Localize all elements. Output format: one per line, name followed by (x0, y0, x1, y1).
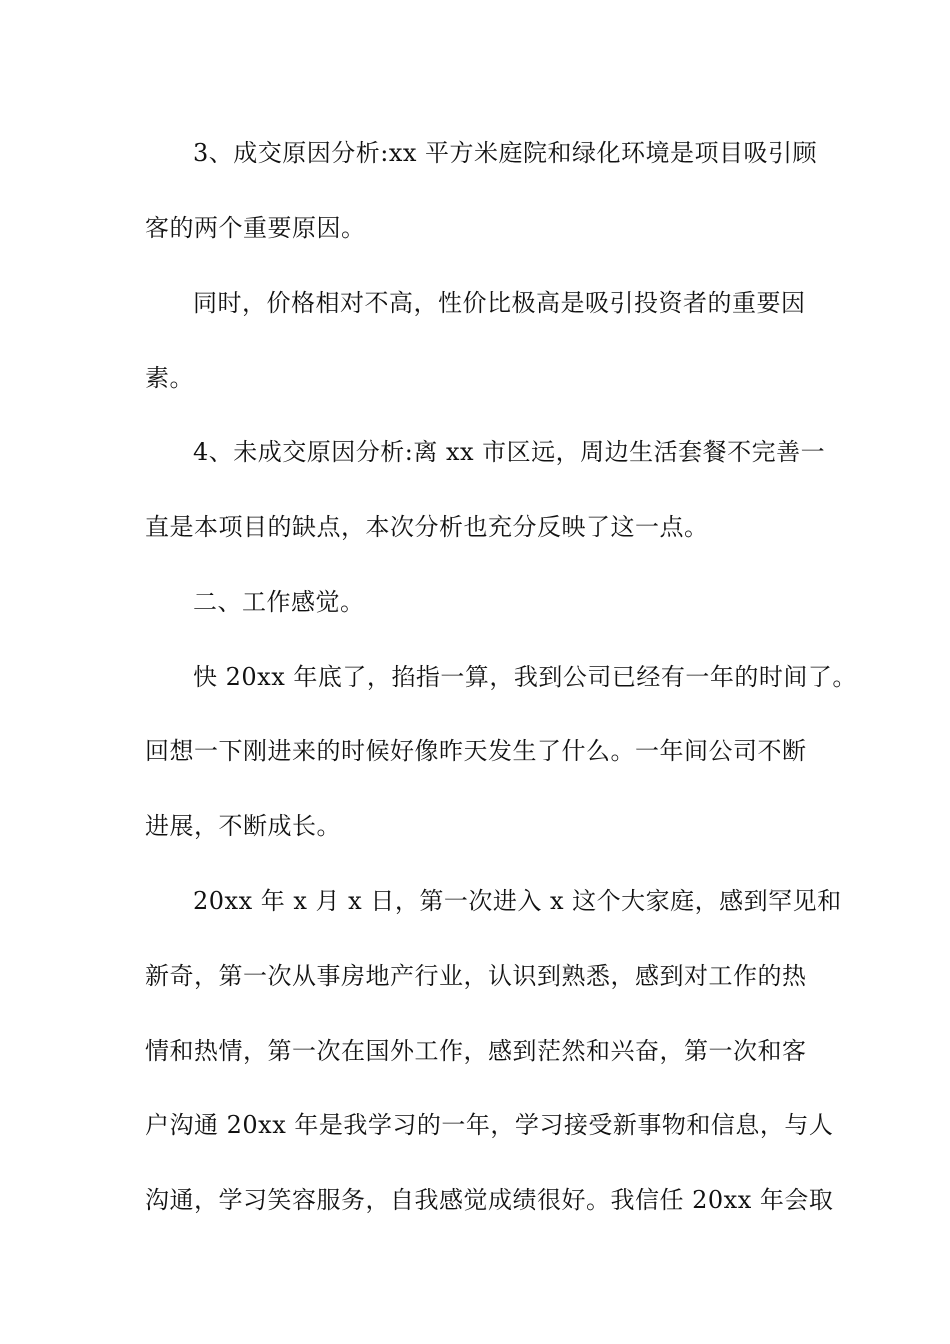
paragraph-line: 素。 (145, 364, 194, 392)
paragraph-line: 同时，价格相对不高，性价比极高是吸引投资者的重要因 (193, 289, 806, 317)
paragraph-line: 直是本项目的缺点，本次分析也充分反映了这一点。 (145, 513, 709, 541)
paragraph-line: 快 20xx 年底了，掐指一算，我到公司已经有一年的时间了。 (193, 663, 857, 691)
section-heading: 二、工作感觉。 (193, 588, 365, 616)
paragraph-line: 新奇，第一次从事房地产行业，认识到熟悉，感到对工作的热 (145, 962, 807, 990)
paragraph-line: 进展，不断成长。 (145, 812, 341, 840)
paragraph-line: 客的两个重要原因。 (145, 214, 366, 242)
paragraph-line: 20xx 年 x 月 x 日，第一次进入 x 这个大家庭，感到罕见和 (193, 887, 842, 915)
paragraph-line: 3、成交原因分析:xx 平方米庭院和绿化环境是项目吸引顾 (193, 139, 818, 167)
paragraph-line: 回想一下刚进来的时候好像昨天发生了什么。一年间公司不断 (145, 737, 807, 765)
paragraph-line: 情和热情，第一次在国外工作，感到茫然和兴奋，第一次和客 (145, 1037, 807, 1065)
paragraph-line: 沟通，学习笑容服务，自我感觉成绩很好。我信任 20xx 年会取 (145, 1186, 834, 1214)
paragraph-line: 户沟通 20xx 年是我学习的一年，学习接受新事物和信息，与人 (145, 1111, 834, 1139)
paragraph-line: 4、未成交原因分析:离 xx 市区远，周边生活套餐不完善一 (193, 438, 826, 466)
